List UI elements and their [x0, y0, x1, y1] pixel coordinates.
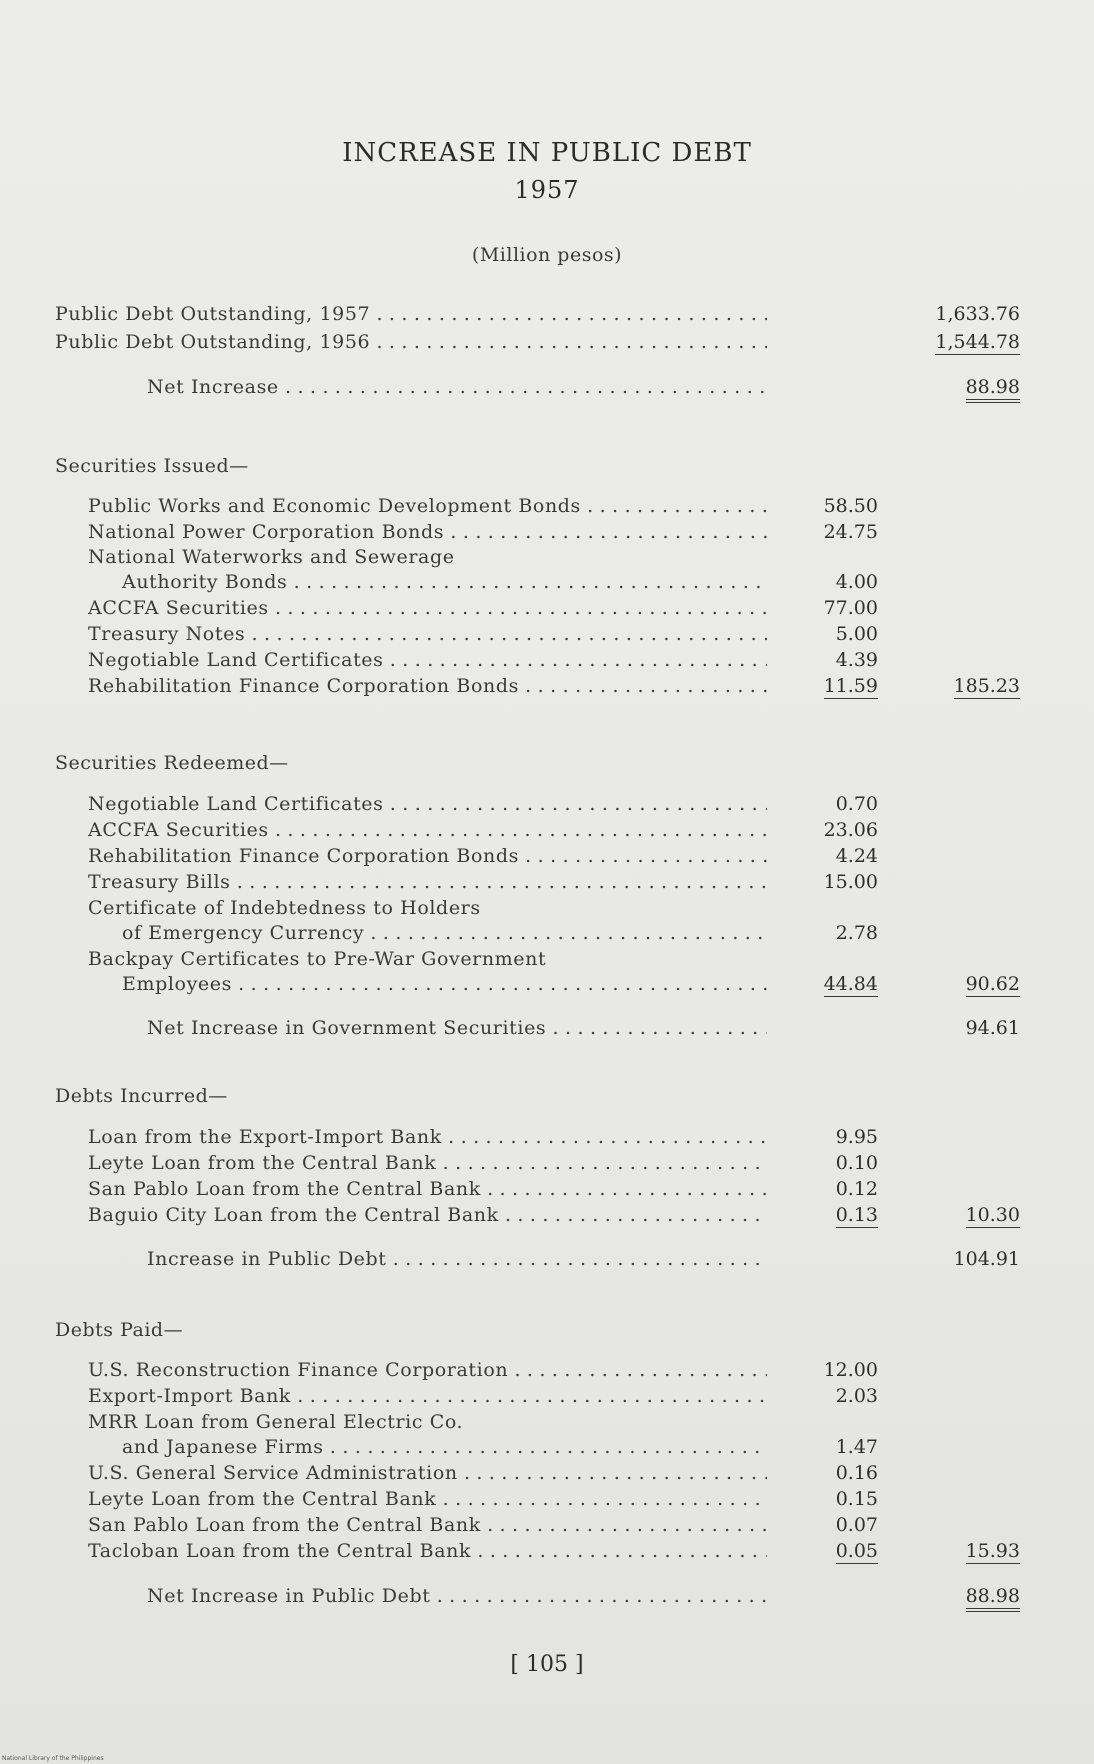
net-value: 104.91 [953, 1248, 1020, 1270]
row-value: 15.00 [823, 871, 878, 893]
row-label: Leyte Loan from the Central Bank . . . [88, 1488, 767, 1510]
row-label: Public Debt Outstanding, 1957 . . . [55, 303, 767, 325]
row-value: 9.95 [835, 1126, 878, 1148]
table-row [0, 1436, 1094, 1462]
row-label: Leyte Loan from the Central Bank . . . [88, 1152, 767, 1174]
section-heading: Debts Paid— [55, 1319, 184, 1341]
row-total: 88.98 [966, 376, 1020, 403]
page-number: [ 105 ] [510, 1652, 584, 1677]
row-value: 24.75 [823, 521, 878, 543]
table-row [0, 649, 1094, 675]
row-value: 4.39 [835, 649, 878, 671]
table-row [0, 819, 1094, 845]
table-row [0, 1126, 1094, 1152]
row-label-continued: Authority Bonds . . . [122, 571, 767, 593]
row-label: Treasury Bills . . . [88, 871, 767, 893]
row-label: San Pablo Loan from the Central Bank . . . [88, 1178, 767, 1200]
row-value: 44.84 [823, 973, 878, 995]
row-value: 12.00 [823, 1359, 878, 1381]
row-value: 5.00 [835, 623, 878, 645]
table-row [0, 1540, 1094, 1566]
row-label: U.S. General Service Administration . . . [88, 1462, 767, 1484]
table-row [0, 546, 1094, 572]
table-row [0, 1462, 1094, 1488]
row-total: 1,544.78 [935, 331, 1020, 353]
section-total: 15.93 [965, 1540, 1020, 1562]
table-row [0, 521, 1094, 547]
row-label: Net Increase in Government Securities . . . [147, 1017, 767, 1039]
table-row [0, 675, 1094, 701]
row-label: ACCFA Securities . . . [88, 597, 767, 619]
row-label: U.S. Reconstruction Finance Corporation . . . [88, 1359, 767, 1381]
table-row [0, 1204, 1094, 1230]
table-row [0, 922, 1094, 948]
row-label: National Waterworks and Sewerage [88, 546, 455, 568]
row-label: Net Increase in Public Debt . . . [147, 1585, 767, 1607]
row-value: 0.13 [835, 1204, 878, 1226]
row-value: 0.05 [835, 1540, 878, 1562]
table-row [0, 331, 1094, 357]
row-value: 0.16 [835, 1462, 878, 1484]
net-value: 94.61 [965, 1017, 1020, 1039]
row-value: 4.00 [835, 571, 878, 593]
table-row [0, 376, 1094, 402]
section-total: 185.23 [953, 675, 1020, 697]
row-value: 11.59 [823, 675, 878, 697]
table-row [0, 871, 1094, 897]
row-label: Export-Import Bank . . . [88, 1385, 767, 1407]
net-value: 88.98 [966, 1585, 1020, 1612]
row-value: 0.12 [835, 1178, 878, 1200]
row-value: 2.03 [835, 1385, 878, 1407]
row-value: 0.15 [835, 1488, 878, 1510]
page-year: 1957 [514, 176, 580, 204]
row-label: Net Increase . . . [147, 376, 767, 398]
row-value: 4.24 [835, 845, 878, 867]
row-label: San Pablo Loan from the Central Bank . . . [88, 1514, 767, 1536]
table-row [0, 1017, 1094, 1043]
table-row [0, 1385, 1094, 1411]
table-row [0, 1152, 1094, 1178]
row-label: Tacloban Loan from the Central Bank . . . [88, 1540, 767, 1562]
row-value: 0.70 [835, 793, 878, 815]
row-value: 0.10 [835, 1152, 878, 1174]
page-title: INCREASE IN PUBLIC DEBT [342, 138, 752, 168]
table-row [0, 495, 1094, 521]
table-row [0, 623, 1094, 649]
row-label-continued: Employees . . . [122, 973, 767, 995]
row-label: ACCFA Securities . . . [88, 819, 767, 841]
row-value: 77.00 [823, 597, 878, 619]
unit-note: (Million pesos) [471, 244, 623, 266]
footer-credit: National Library of the Philippines [2, 1755, 104, 1762]
row-value: 0.07 [835, 1514, 878, 1536]
table-row [0, 948, 1094, 974]
row-label: Loan from the Export-Import Bank . . . [88, 1126, 767, 1148]
row-label: Public Debt Outstanding, 1956 . . . [55, 331, 767, 353]
row-label: Baguio City Loan from the Central Bank . . . [88, 1204, 767, 1226]
table-row [0, 845, 1094, 871]
table-row [0, 1585, 1094, 1611]
table-row [0, 1488, 1094, 1514]
row-value: 1.47 [835, 1436, 878, 1458]
table-row [0, 793, 1094, 819]
row-label-continued: and Japanese Firms . . . [122, 1436, 767, 1458]
row-total: 1,633.76 [935, 303, 1020, 325]
row-label: National Power Corporation Bonds . . . [88, 521, 767, 543]
table-row [0, 303, 1094, 329]
section-heading: Securities Issued— [55, 455, 249, 477]
row-label: Rehabilitation Finance Corporation Bonds . . . [88, 675, 767, 697]
row-value: 2.78 [835, 922, 878, 944]
table-row [0, 1411, 1094, 1437]
row-label: Treasury Notes . . . [88, 623, 767, 645]
table-row [0, 597, 1094, 623]
row-label-continued: of Emergency Currency . . . [122, 922, 767, 944]
section-heading: Securities Redeemed— [55, 752, 289, 774]
table-row [0, 1359, 1094, 1385]
table-row [0, 1248, 1094, 1274]
row-value: 58.50 [823, 495, 878, 517]
row-label: Certificate of Indebtedness to Holders [88, 897, 481, 919]
section-total: 90.62 [965, 973, 1020, 995]
table-row [0, 973, 1094, 999]
row-label: Increase in Public Debt . . . [147, 1248, 767, 1270]
table-row [0, 1178, 1094, 1204]
row-label: Public Works and Economic Development Bonds . . . [88, 495, 767, 517]
section-heading: Debts Incurred— [55, 1085, 228, 1107]
section-total: 10.30 [965, 1204, 1020, 1226]
table-row [0, 897, 1094, 923]
row-label: MRR Loan from General Electric Co. [88, 1411, 464, 1433]
table-row [0, 1514, 1094, 1540]
row-label: Negotiable Land Certificates . . . [88, 793, 767, 815]
table-row [0, 571, 1094, 597]
row-value: 23.06 [823, 819, 878, 841]
row-label: Backpay Certificates to Pre-War Government [88, 948, 547, 970]
row-label: Negotiable Land Certificates . . . [88, 649, 767, 671]
row-label: Rehabilitation Finance Corporation Bonds . . . [88, 845, 767, 867]
